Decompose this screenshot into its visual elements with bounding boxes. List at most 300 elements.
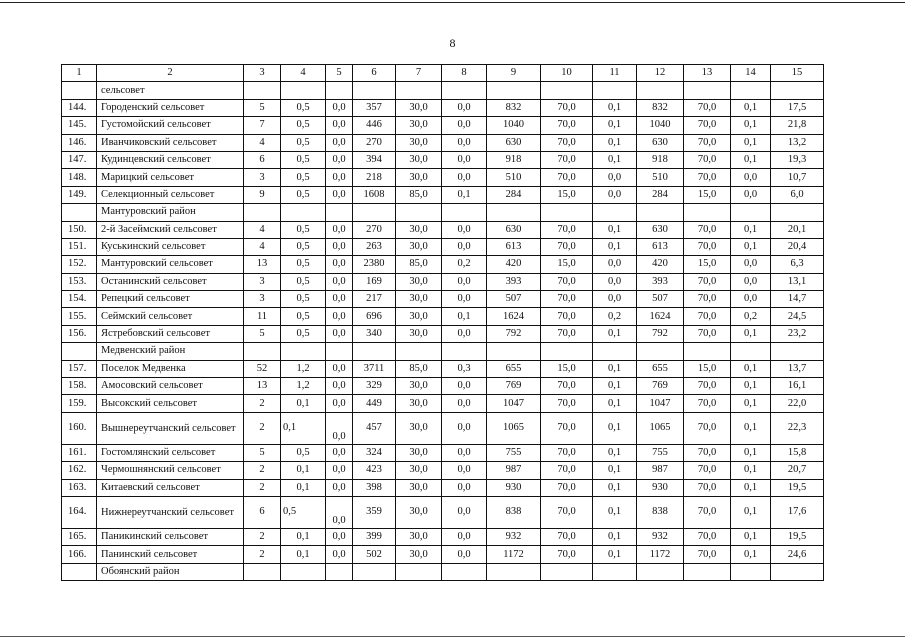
table-row (62, 444, 824, 461)
empty-cell (541, 82, 593, 99)
header-cell: 1 (62, 65, 97, 82)
value-cell: 52 (244, 360, 281, 377)
value-cell: 5 (244, 325, 281, 342)
empty-cell (487, 204, 541, 221)
value-cell: 0,0 (326, 151, 353, 168)
value-cell: 70,0 (684, 117, 731, 134)
value-cell: 16,1 (771, 378, 824, 395)
value-cell: 1065 (637, 412, 684, 444)
value-cell: 630 (637, 221, 684, 238)
header-cell: 15 (771, 65, 824, 82)
empty-cell (396, 82, 442, 99)
value-cell: 0,5 (281, 273, 326, 290)
value-cell: 17,5 (771, 99, 824, 116)
value-cell: 30,0 (396, 496, 442, 528)
empty-cell (637, 343, 684, 360)
value-cell: 13,2 (771, 134, 824, 151)
value-cell: 70,0 (684, 238, 731, 255)
value-cell: 655 (637, 360, 684, 377)
section-heading-row (62, 563, 824, 580)
value-cell: 357 (353, 99, 396, 116)
value-cell: 20,1 (771, 221, 824, 238)
value-cell: 0,0 (593, 169, 637, 186)
value-cell: 15,0 (684, 186, 731, 203)
value-cell: 0,0 (442, 151, 487, 168)
empty-cell (637, 204, 684, 221)
value-cell: 13,7 (771, 360, 824, 377)
value-cell: 630 (487, 221, 541, 238)
row-number-cell: 148. (62, 169, 97, 186)
value-cell: 340 (353, 325, 396, 342)
value-cell: 832 (487, 99, 541, 116)
value-cell: 7 (244, 117, 281, 134)
value-cell: 1047 (487, 395, 541, 412)
header-cell: 2 (97, 65, 244, 82)
value-cell: 0,1 (731, 151, 771, 168)
name-cell: Иванчиковский сельсовет (97, 134, 244, 151)
empty-cell (281, 563, 326, 580)
value-cell: 0,5 (281, 151, 326, 168)
value-cell: 1,2 (281, 378, 326, 395)
value-cell: 930 (637, 479, 684, 496)
value-cell: 0,1 (281, 546, 326, 563)
table-row (62, 325, 824, 342)
value-cell: 0,1 (593, 238, 637, 255)
value-cell: 0,0 (326, 221, 353, 238)
value-cell: 0,1 (593, 528, 637, 545)
empty-cell (593, 563, 637, 580)
value-cell: 0,0 (442, 117, 487, 134)
empty-cell (771, 563, 824, 580)
row-number-cell: 161. (62, 444, 97, 461)
value-cell: 30,0 (396, 99, 442, 116)
value-cell: 85,0 (396, 186, 442, 203)
value-cell: 21,8 (771, 117, 824, 134)
name-cell: Куськинский сельсовет (97, 238, 244, 255)
value-cell: 0,5 (281, 496, 326, 528)
value-cell: 169 (353, 273, 396, 290)
header-cell: 8 (442, 65, 487, 82)
value-cell: 0,5 (281, 169, 326, 186)
row-number-cell: 159. (62, 395, 97, 412)
value-cell: 329 (353, 378, 396, 395)
value-cell: 696 (353, 308, 396, 325)
value-cell: 15,0 (541, 256, 593, 273)
value-cell: 2 (244, 462, 281, 479)
value-cell: 449 (353, 395, 396, 412)
value-cell: 284 (487, 186, 541, 203)
value-cell: 987 (637, 462, 684, 479)
value-cell: 30,0 (396, 238, 442, 255)
value-cell: 0,1 (281, 395, 326, 412)
value-cell: 0,1 (281, 462, 326, 479)
value-cell: 792 (487, 325, 541, 342)
value-cell: 218 (353, 169, 396, 186)
value-cell: 0,5 (281, 291, 326, 308)
name-cell: Густомойский сельсовет (97, 117, 244, 134)
value-cell: 4 (244, 238, 281, 255)
value-cell: 70,0 (684, 528, 731, 545)
value-cell: 19,5 (771, 479, 824, 496)
empty-cell (731, 82, 771, 99)
value-cell: 30,0 (396, 221, 442, 238)
value-cell: 6,0 (771, 186, 824, 203)
row-number-cell: 163. (62, 479, 97, 496)
value-cell: 324 (353, 444, 396, 461)
value-cell: 755 (487, 444, 541, 461)
name-cell: Гостомлянский сельсовет (97, 444, 244, 461)
value-cell: 30,0 (396, 528, 442, 545)
value-cell: 11 (244, 308, 281, 325)
row-number-cell: 151. (62, 238, 97, 255)
value-cell: 70,0 (541, 395, 593, 412)
empty-cell (637, 82, 684, 99)
empty-cell (353, 563, 396, 580)
value-cell: 507 (637, 291, 684, 308)
value-cell: 70,0 (684, 308, 731, 325)
value-cell: 22,0 (771, 395, 824, 412)
name-cell: Паникинский сельсовет (97, 528, 244, 545)
top-scan-edge (0, 2, 905, 3)
value-cell: 70,0 (541, 134, 593, 151)
table-row (62, 395, 824, 412)
value-cell: 20,7 (771, 462, 824, 479)
value-cell: 0,1 (442, 308, 487, 325)
value-cell: 655 (487, 360, 541, 377)
empty-cell (541, 563, 593, 580)
value-cell: 1608 (353, 186, 396, 203)
value-cell: 0,0 (442, 528, 487, 545)
value-cell: 0,0 (326, 496, 353, 528)
section-heading-row (62, 343, 824, 360)
value-cell: 15,0 (684, 256, 731, 273)
value-cell: 30,0 (396, 134, 442, 151)
value-cell: 613 (487, 238, 541, 255)
empty-cell (353, 204, 396, 221)
value-cell: 70,0 (541, 546, 593, 563)
value-cell: 0,0 (326, 256, 353, 273)
value-cell: 0,0 (326, 291, 353, 308)
row-number-cell: 162. (62, 462, 97, 479)
value-cell: 0,0 (731, 256, 771, 273)
value-cell: 0,0 (593, 256, 637, 273)
value-cell: 2380 (353, 256, 396, 273)
header-cell: 6 (353, 65, 396, 82)
value-cell: 0,1 (593, 325, 637, 342)
name-cell: Сеймский сельсовет (97, 308, 244, 325)
value-cell: 0,5 (281, 221, 326, 238)
value-cell: 446 (353, 117, 396, 134)
value-cell: 0,0 (326, 308, 353, 325)
value-cell: 2 (244, 479, 281, 496)
value-cell: 0,1 (731, 479, 771, 496)
value-cell: 0,0 (442, 134, 487, 151)
name-cell: Мантуровский сельсовет (97, 256, 244, 273)
table-row (62, 546, 824, 563)
value-cell: 70,0 (684, 479, 731, 496)
empty-cell (281, 204, 326, 221)
value-cell: 6 (244, 496, 281, 528)
value-cell: 0,2 (731, 308, 771, 325)
value-cell: 769 (487, 378, 541, 395)
value-cell: 0,0 (326, 99, 353, 116)
value-cell: 918 (487, 151, 541, 168)
value-cell: 70,0 (684, 444, 731, 461)
value-cell: 932 (487, 528, 541, 545)
value-cell: 30,0 (396, 117, 442, 134)
value-cell: 24,6 (771, 546, 824, 563)
empty-cell (487, 82, 541, 99)
empty-cell (281, 82, 326, 99)
empty-cell (731, 563, 771, 580)
row-number-cell: 149. (62, 186, 97, 203)
value-cell: 0,0 (442, 291, 487, 308)
value-cell: 838 (487, 496, 541, 528)
name-cell: Амосовский сельсовет (97, 378, 244, 395)
value-cell: 630 (487, 134, 541, 151)
empty-cell (62, 82, 97, 99)
empty-cell (326, 563, 353, 580)
value-cell: 0,1 (593, 395, 637, 412)
value-cell: 613 (637, 238, 684, 255)
value-cell: 932 (637, 528, 684, 545)
value-cell: 70,0 (684, 496, 731, 528)
value-cell: 70,0 (684, 412, 731, 444)
value-cell: 0,0 (326, 444, 353, 461)
table-row (62, 378, 824, 395)
value-cell: 1172 (487, 546, 541, 563)
value-cell: 0,0 (442, 496, 487, 528)
name-cell: Останинский сельсовет (97, 273, 244, 290)
value-cell: 70,0 (541, 117, 593, 134)
value-cell: 85,0 (396, 256, 442, 273)
value-cell: 0,0 (731, 169, 771, 186)
section-heading: Обоянский район (97, 563, 244, 580)
value-cell: 70,0 (684, 378, 731, 395)
row-number-cell: 165. (62, 528, 97, 545)
value-cell: 0,1 (593, 221, 637, 238)
value-cell: 4 (244, 134, 281, 151)
value-cell: 1624 (487, 308, 541, 325)
header-cell: 3 (244, 65, 281, 82)
value-cell: 0,0 (326, 412, 353, 444)
value-cell: 23,2 (771, 325, 824, 342)
value-cell: 0,1 (593, 462, 637, 479)
value-cell: 30,0 (396, 151, 442, 168)
value-cell: 15,0 (541, 186, 593, 203)
value-cell: 9 (244, 186, 281, 203)
value-cell: 70,0 (684, 462, 731, 479)
row-number-cell: 160. (62, 412, 97, 444)
continuation-row (62, 82, 824, 99)
empty-cell (771, 82, 824, 99)
value-cell: 15,0 (541, 360, 593, 377)
page-number: 8 (449, 36, 456, 50)
name-cell: Поселок Медвенка (97, 360, 244, 377)
value-cell: 0,1 (731, 117, 771, 134)
value-cell: 0,1 (593, 546, 637, 563)
value-cell: 0,0 (326, 273, 353, 290)
value-cell: 6,3 (771, 256, 824, 273)
value-cell: 1047 (637, 395, 684, 412)
header-cell: 14 (731, 65, 771, 82)
value-cell: 70,0 (541, 99, 593, 116)
value-cell: 0,1 (731, 412, 771, 444)
value-cell: 769 (637, 378, 684, 395)
value-cell: 0,0 (442, 99, 487, 116)
table-row (62, 496, 824, 528)
value-cell: 398 (353, 479, 396, 496)
value-cell: 918 (637, 151, 684, 168)
value-cell: 30,0 (396, 444, 442, 461)
name-cell: Селекционный сельсовет (97, 186, 244, 203)
value-cell: 30,0 (396, 546, 442, 563)
empty-cell (541, 204, 593, 221)
value-cell: 0,0 (442, 378, 487, 395)
value-cell: 2 (244, 546, 281, 563)
value-cell: 0,5 (281, 134, 326, 151)
row-number-cell: 164. (62, 496, 97, 528)
value-cell: 4 (244, 221, 281, 238)
empty-cell (731, 204, 771, 221)
value-cell: 0,0 (442, 273, 487, 290)
empty-cell (731, 343, 771, 360)
value-cell: 70,0 (541, 238, 593, 255)
value-cell: 13,1 (771, 273, 824, 290)
header-cell: 7 (396, 65, 442, 82)
value-cell: 70,0 (541, 151, 593, 168)
value-cell: 0,5 (281, 308, 326, 325)
value-cell: 0,1 (731, 378, 771, 395)
value-cell: 0,5 (281, 256, 326, 273)
header-cell: 11 (593, 65, 637, 82)
value-cell: 0,1 (731, 325, 771, 342)
value-cell: 420 (637, 256, 684, 273)
value-cell: 0,1 (593, 479, 637, 496)
value-cell: 70,0 (541, 479, 593, 496)
table-row (62, 134, 824, 151)
value-cell: 399 (353, 528, 396, 545)
empty-cell (593, 204, 637, 221)
value-cell: 792 (637, 325, 684, 342)
value-cell: 0,0 (731, 186, 771, 203)
value-cell: 1040 (487, 117, 541, 134)
value-cell: 420 (487, 256, 541, 273)
row-number-cell: 157. (62, 360, 97, 377)
value-cell: 22,3 (771, 412, 824, 444)
value-cell: 0,1 (281, 412, 326, 444)
empty-cell (684, 82, 731, 99)
value-cell: 0,1 (593, 360, 637, 377)
value-cell: 13 (244, 256, 281, 273)
empty-cell (593, 82, 637, 99)
row-number-cell: 153. (62, 273, 97, 290)
bottom-scan-edge (0, 636, 905, 637)
value-cell: 510 (487, 169, 541, 186)
value-cell: 0,1 (731, 395, 771, 412)
section-heading: Мантуровский район (97, 204, 244, 221)
header-cell: 13 (684, 65, 731, 82)
value-cell: 0,5 (281, 99, 326, 116)
value-cell: 70,0 (684, 546, 731, 563)
empty-cell (442, 563, 487, 580)
value-cell: 359 (353, 496, 396, 528)
header-cell: 12 (637, 65, 684, 82)
value-cell: 2 (244, 412, 281, 444)
empty-cell (396, 563, 442, 580)
value-cell: 502 (353, 546, 396, 563)
value-cell: 70,0 (541, 378, 593, 395)
value-cell: 1065 (487, 412, 541, 444)
empty-cell (442, 204, 487, 221)
value-cell: 24,5 (771, 308, 824, 325)
value-cell: 30,0 (396, 169, 442, 186)
header-cell: 9 (487, 65, 541, 82)
value-cell: 19,5 (771, 528, 824, 545)
value-cell: 30,0 (396, 462, 442, 479)
empty-cell (771, 343, 824, 360)
value-cell: 1040 (637, 117, 684, 134)
value-cell: 507 (487, 291, 541, 308)
value-cell: 394 (353, 151, 396, 168)
table-body (62, 65, 824, 581)
value-cell: 0,0 (442, 462, 487, 479)
value-cell: 5 (244, 444, 281, 461)
row-number-cell: 150. (62, 221, 97, 238)
table-row (62, 256, 824, 273)
value-cell: 0,1 (731, 462, 771, 479)
value-cell: 0,0 (442, 169, 487, 186)
row-number-cell: 145. (62, 117, 97, 134)
value-cell: 0,0 (326, 378, 353, 395)
value-cell: 70,0 (684, 395, 731, 412)
value-cell: 70,0 (541, 221, 593, 238)
name-cell: Кудинцевский сельсовет (97, 151, 244, 168)
value-cell: 0,0 (731, 273, 771, 290)
header-cell: 10 (541, 65, 593, 82)
row-number-cell: 147. (62, 151, 97, 168)
value-cell: 0,0 (326, 360, 353, 377)
value-cell: 14,7 (771, 291, 824, 308)
value-cell: 270 (353, 221, 396, 238)
value-cell: 1172 (637, 546, 684, 563)
value-cell: 3 (244, 291, 281, 308)
empty-cell (487, 563, 541, 580)
value-cell: 0,1 (593, 412, 637, 444)
value-cell: 0,0 (442, 221, 487, 238)
value-cell: 0,0 (326, 134, 353, 151)
value-cell: 70,0 (684, 169, 731, 186)
header-row (62, 65, 824, 82)
value-cell: 70,0 (684, 325, 731, 342)
value-cell: 0,1 (593, 99, 637, 116)
value-cell: 0,0 (326, 479, 353, 496)
value-cell: 0,0 (593, 291, 637, 308)
table-row (62, 528, 824, 545)
table-row (62, 462, 824, 479)
value-cell: 1,2 (281, 360, 326, 377)
row-number-cell: 166. (62, 546, 97, 563)
value-cell: 0,0 (326, 238, 353, 255)
value-cell: 5 (244, 99, 281, 116)
value-cell: 85,0 (396, 360, 442, 377)
value-cell: 3 (244, 273, 281, 290)
empty-cell (326, 204, 353, 221)
value-cell: 70,0 (684, 134, 731, 151)
value-cell: 630 (637, 134, 684, 151)
value-cell: 3 (244, 169, 281, 186)
table-row (62, 360, 824, 377)
